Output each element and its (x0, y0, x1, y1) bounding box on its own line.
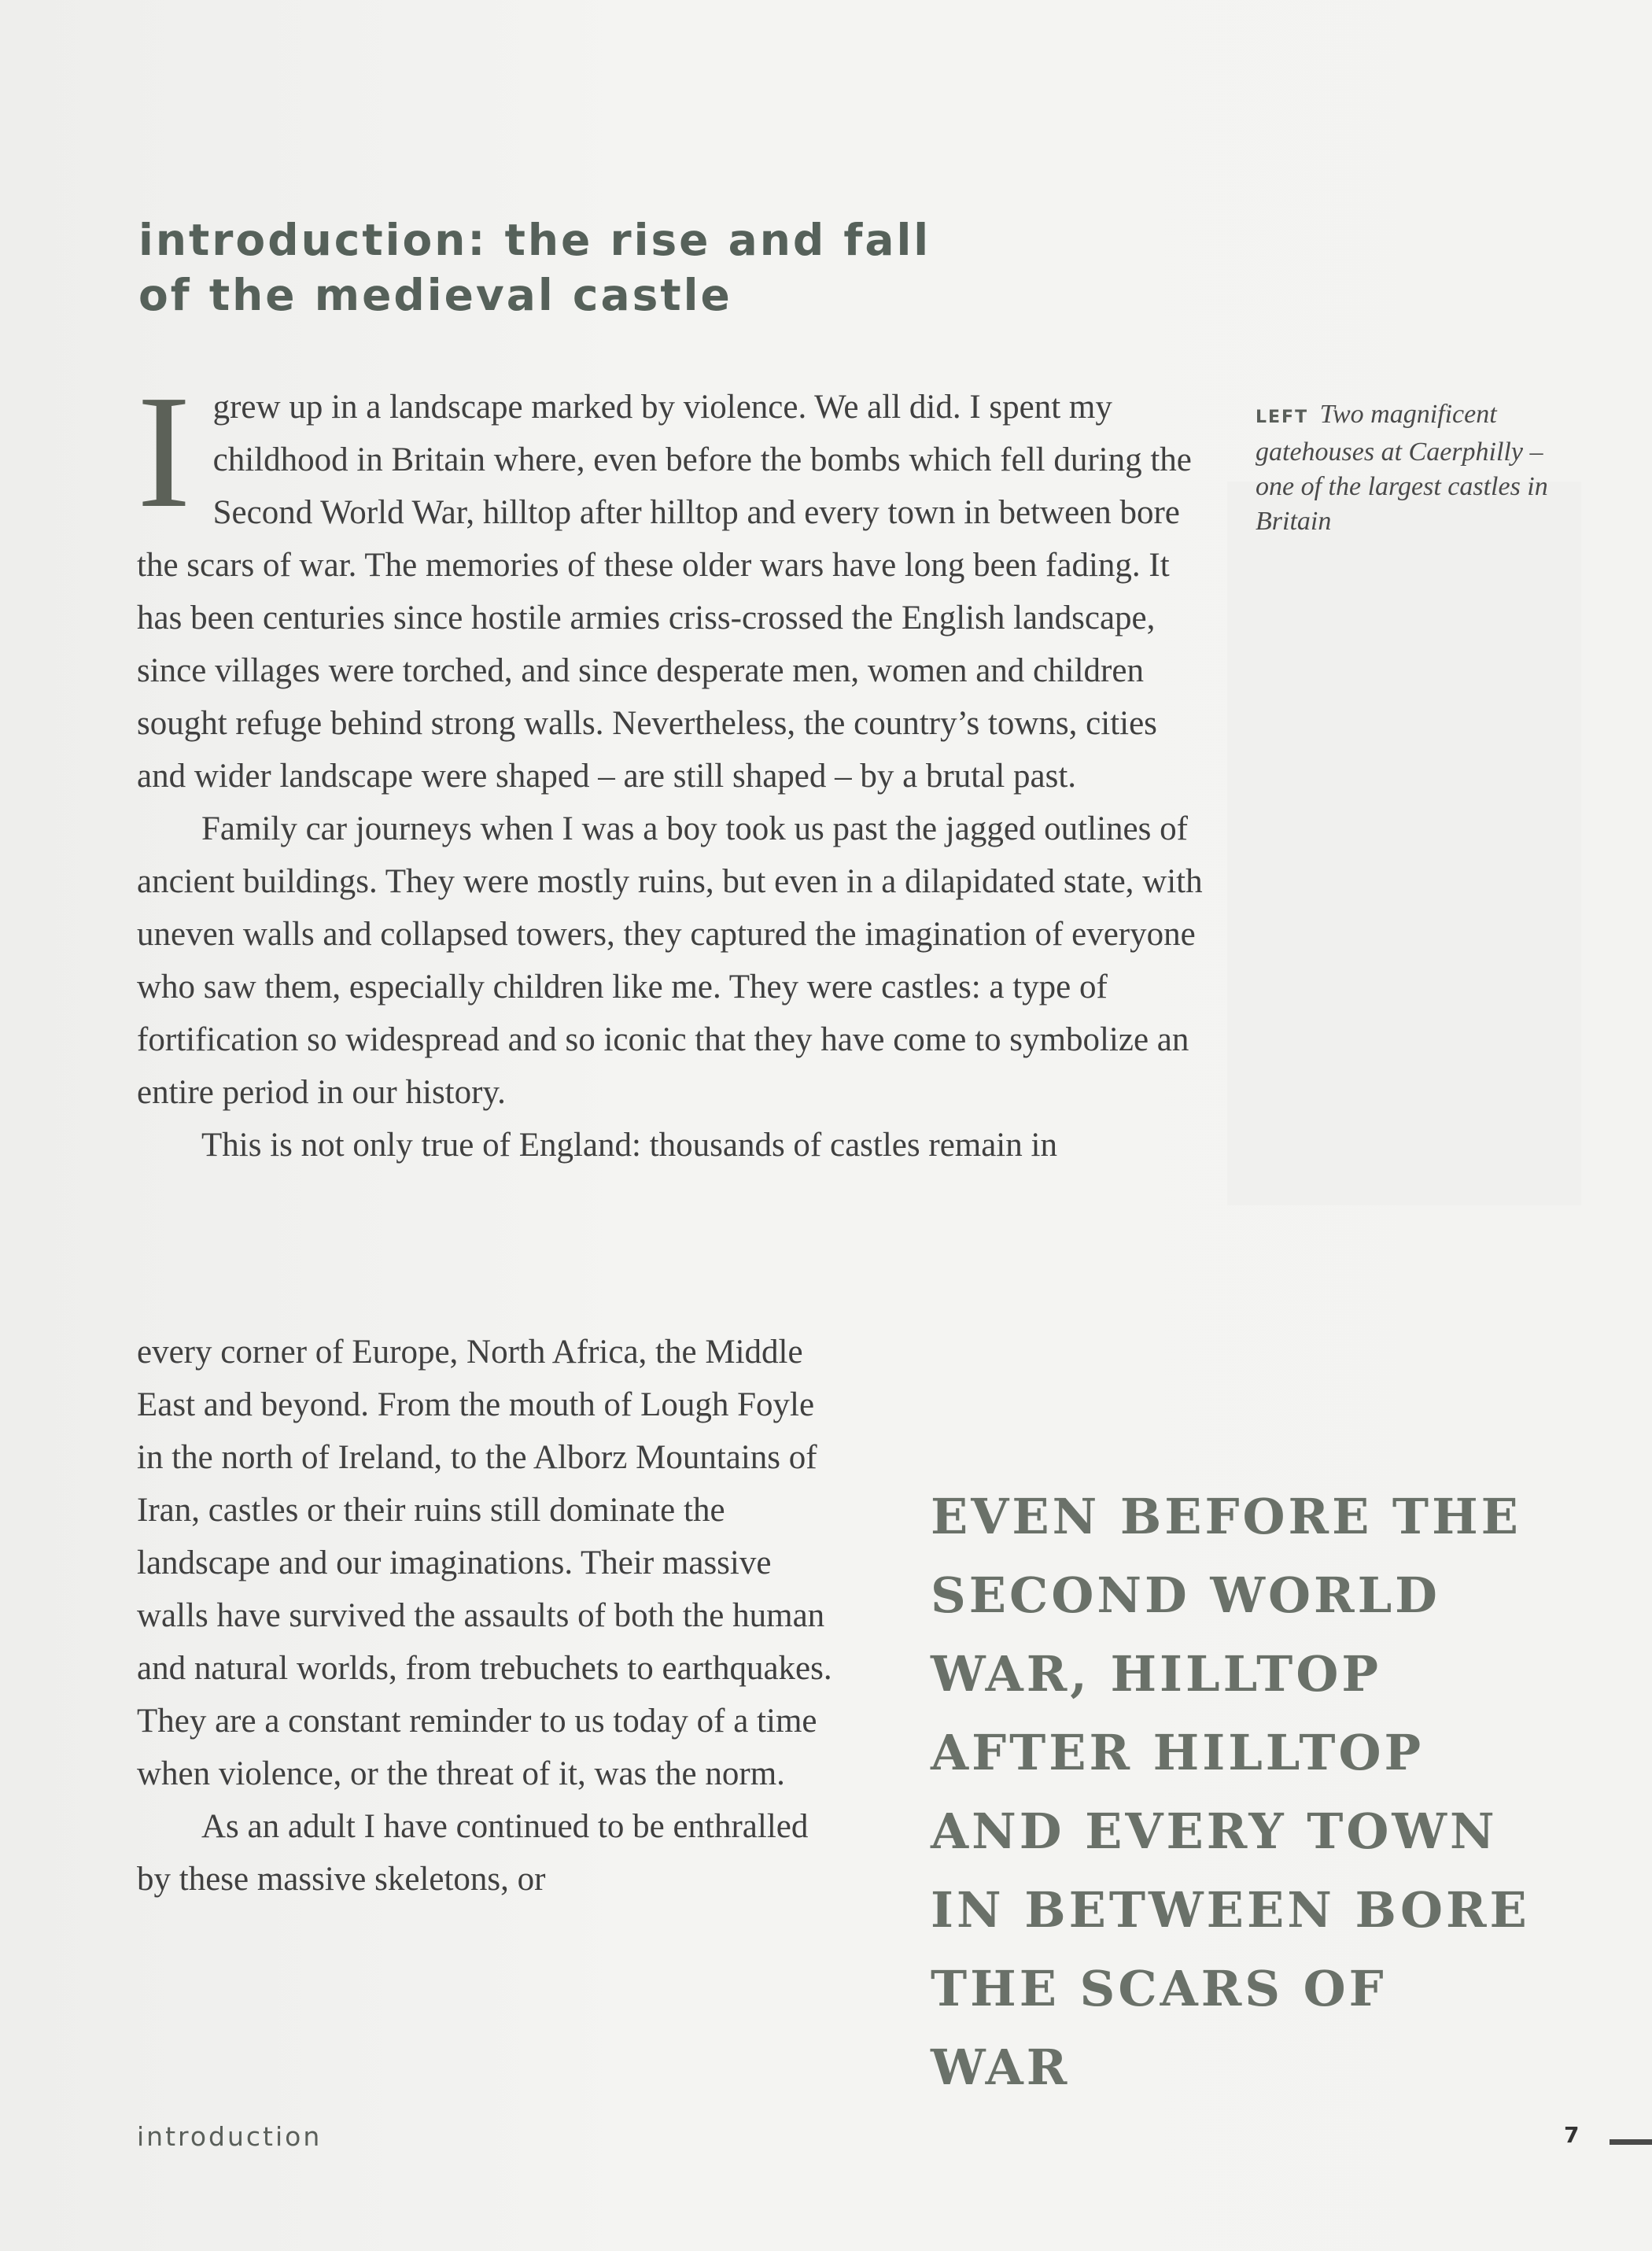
pull-quote-line: AND EVERY TOWN (931, 1803, 1498, 1860)
paragraph-1-text: grew up in a landscape marked by violence. We all did. I spent my childhood in Britain where, even before the bombs which fell during the Second World War, hilltop after hilltop and every town in between bore the scars of war. The memories of these older wars have long been fading. It has been centuries since hostile armies criss-crossed the English landscape, since villages were torched, and since desperate men, women and children sought refuge behind strong walls. Nevertheless, the country’s towns, cities and wider landscape were shaped – are still shaped – by a brutal past. (137, 389, 1192, 795)
caption-text: Two magnificent gatehouses at Caerphilly – one of the largest castles in Britain (1256, 400, 1548, 536)
pull-quote-line: SECOND WORLD (931, 1566, 1440, 1624)
pull-quote-line: AFTER HILLTOP (931, 1724, 1425, 1781)
paragraph-1 (137, 361, 1207, 803)
pull-quote (931, 1478, 1544, 2107)
chapter-heading (138, 212, 1122, 323)
drop-cap: I (137, 361, 191, 541)
pull-quote-line: THE SCARS OF WAR (931, 1960, 1387, 2096)
heading-line-1: introduction: the rise and fall (138, 215, 931, 265)
image-caption (1256, 397, 1586, 539)
page-number-rule (1610, 2139, 1652, 2145)
page-number: 7 (1564, 2122, 1580, 2148)
paragraph-2: Family car journeys when I was a boy took us past the jagged outlines of ancient buildings. They were mostly ruins, but even in a dilapidated state, with uneven walls and collapsed towers, they captured the imagination of everyone who saw them, especially children like me. They were castles: a type of fortification so widespread and so iconic that they have come to symbolize an entire period in our history. (137, 810, 1203, 1111)
body-text-wide (137, 361, 1207, 1172)
pull-quote-line: WAR, HILLTOP (931, 1645, 1381, 1703)
caption-label: LEFT (1256, 408, 1309, 427)
faint-image-bleed (1227, 482, 1581, 1205)
running-footer-section: introduction (137, 2121, 323, 2152)
pull-quote-line: EVEN BEFORE THE (931, 1488, 1521, 1545)
body-text-narrow (137, 1326, 845, 1906)
pull-quote-line: IN BETWEEN BORE (931, 1881, 1530, 1939)
paragraph-3-rest: every corner of Europe, North Africa, the Middle East and beyond. From the mouth of Lough Foyle in the north of Ireland, to the Alborz Mountains of Iran, castles or their ruins still dominate the landscape and our imaginations. Their massive walls have survived the assaults of both the human and natural worlds, from trebuchets to earthquakes. They are a constant reminder to us today of a time when violence, or the threat of it, was the norm. (137, 1334, 832, 1792)
paragraph-4: As an adult I have continued to be enthralled by these massive skeletons, or (137, 1808, 809, 1898)
heading-line-2: of the medieval castle (138, 270, 732, 320)
paragraph-3-first-line: This is not only true of England: thousands of castles remain in (201, 1127, 1057, 1164)
